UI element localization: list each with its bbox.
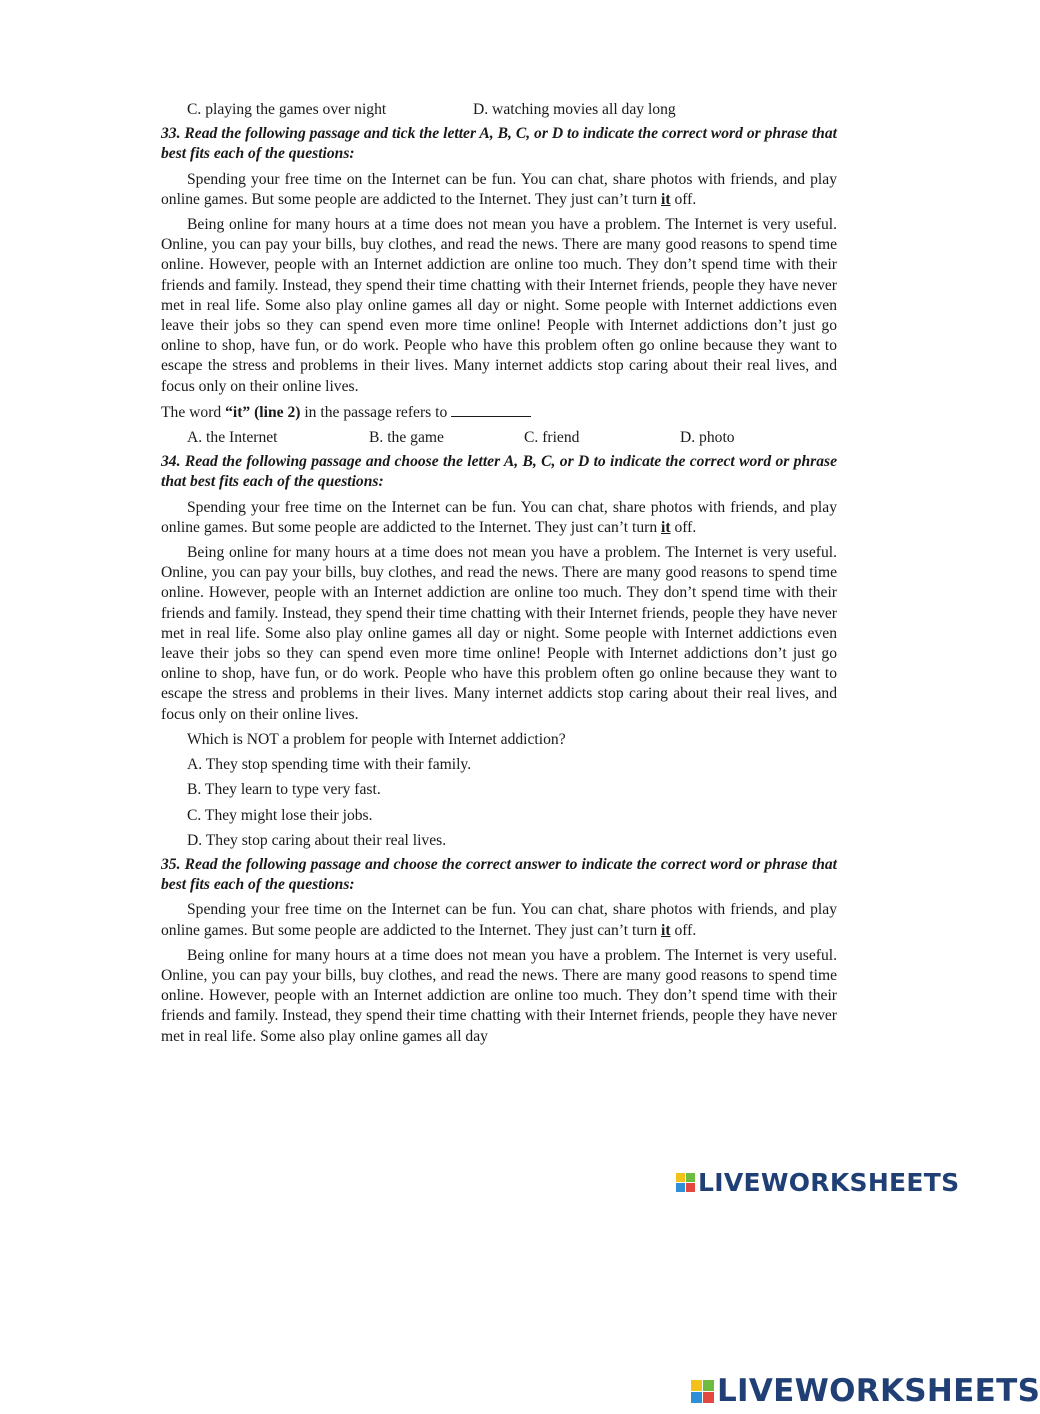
highlighted-word-it: it (661, 190, 671, 208)
q35-passage-p1: Spending your free time on the Internet can be fun. You can chat, share photos with friends, and play online games. But some people are addicted to the Internet. They just can’t turn it off. (161, 901, 837, 939)
liveworksheets-footer-logo (691, 1373, 1040, 1409)
q33-option-c[interactable]: C. friend (524, 429, 580, 447)
worksheet-page (161, 100, 837, 1047)
q33-option-a[interactable]: A. the Internet (187, 429, 278, 447)
q34-option-c[interactable]: C. They might lose their jobs. (187, 806, 373, 824)
q34-heading: 34. Read the following passage and choose the letter A, B, C, or D to indicate the correct word or phrase that best fits each of the questions: (161, 453, 837, 491)
q33-passage-p1: Spending your free time on the Internet can be fun. You can chat, share photos with friends, and play online games. But some people are addicted to the Internet. They just can’t turn it off. (161, 170, 837, 208)
q34-passage-p1: Spending your free time on the Internet can be fun. You can chat, share photos with friends, and play online games. But some people are addicted to the Internet. They just can’t turn it off. (161, 498, 837, 536)
q34-passage-p2: Being online for many hours at a time does not mean you have a problem. The Internet is very useful. Online, you can pay your bills, buy clothes, and read the news. There are many good reasons to spend time online. However, people with an Internet addiction are online too much. They don’t spend time with their friends and family. Instead, they spend their time chatting with their Internet friends, people they have never met in real life. Some also play online games all day or night. Some people with Internet addictions even leave their jobs so they can spend even more time online! People with Internet addictions don’t just go online to shop, have fun, or do work. People who have this problem often go online because they want to escape the stress and problems in their lives. Many internet addicts stop caring about their real lives, and focus only on their online lives. (161, 544, 837, 723)
q32-options-tail (161, 100, 837, 120)
q33-options (161, 428, 837, 448)
logo-mark-icon (676, 1173, 695, 1192)
q35-passage-p2: Being online for many hours at a time does not mean you have a problem. The Internet is very useful. Online, you can pay your bills, buy clothes, and read the news. There are many good reasons to spend time online. However, people with an Internet addiction are online too much. They don’t spend time with their friends and family. Instead, they spend their time chatting with their Internet friends, people they have never met in real life. Some also play online games all day (161, 946, 837, 1045)
logo-mark-icon (691, 1380, 714, 1403)
logo-text: LIVEWORKSHEETS (717, 1373, 1040, 1409)
logo-text: LIVEWORKSHEETS (698, 1168, 960, 1197)
q33-option-d[interactable]: D. photo (680, 429, 735, 447)
q34-option-b[interactable]: B. They learn to type very fast. (187, 781, 381, 799)
q34-option-a[interactable]: A. They stop spending time with their family. (187, 756, 472, 774)
q33-heading: 33. Read the following passage and tick the letter A, B, C, or D to indicate the correct word or phrase that best fits each of the questions: (161, 125, 837, 163)
option-d[interactable]: D. watching movies all day long (473, 101, 676, 118)
highlighted-word-it: it (661, 518, 671, 536)
q34-stem: Which is NOT a problem for people with Internet addiction? (187, 730, 566, 748)
q33-passage-p2: Being online for many hours at a time does not mean you have a problem. The Internet is very useful. Online, you can pay your bills, buy clothes, and read the news. There are many good reasons to spend time online. However, people with an Internet addiction are online too much. They don’t spend time with their friends and family. Instead, they spend their time chatting with their Internet friends, people they have never met in real life. Some also play online games all day or night. Some people with Internet addictions even leave their jobs so they can spend even more time online! People with Internet addictions don’t just go online to shop, have fun, or do work. People who have this problem often go online because they want to escape the stress and problems in their lives. Many internet addicts stop caring about their real lives, and focus only on their online lives. (161, 216, 837, 395)
option-c[interactable]: C. playing the games over night (187, 101, 387, 118)
q33-option-b[interactable]: B. the game (369, 429, 444, 447)
q33-stem: The word “it” (line 2) in the passage refers to (161, 402, 837, 423)
liveworksheets-logo (676, 1168, 959, 1197)
answer-blank[interactable] (451, 402, 531, 417)
q35-heading: 35. Read the following passage and choose the correct answer to indicate the correct word or phrase that best fits each of the questions: (161, 855, 837, 894)
q34-option-d[interactable]: D. They stop caring about their real lives. (187, 831, 447, 849)
highlighted-word-it: it (661, 921, 671, 939)
